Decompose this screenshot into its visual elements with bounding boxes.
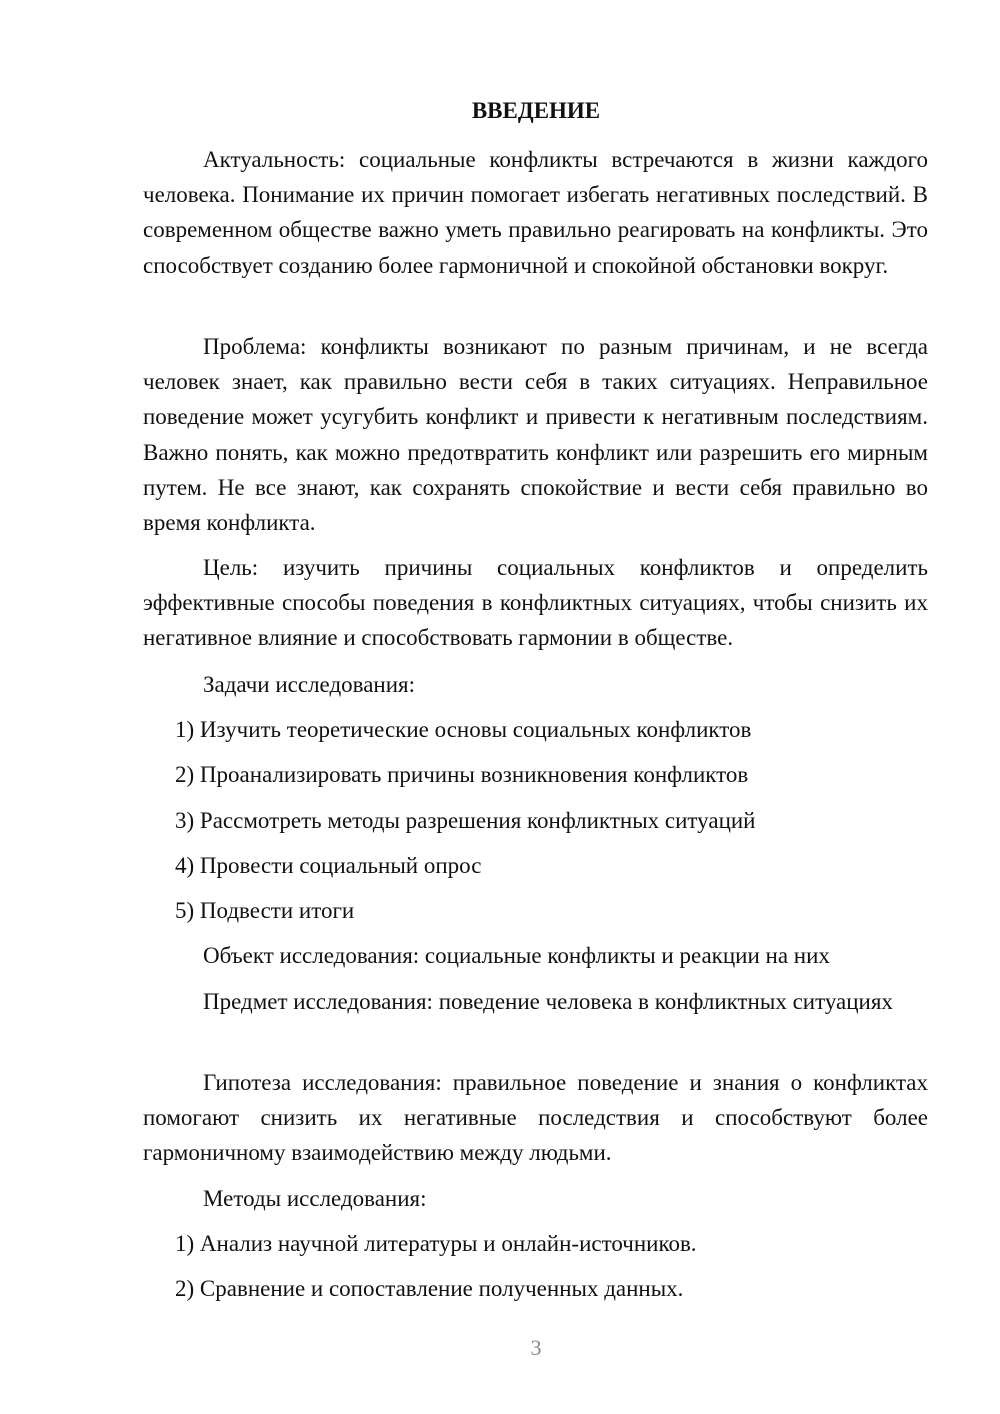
relevance-paragraph: Актуальность: социальные конфликты встречаются в жизни каждого человека. Понимание их причин помогает избегать негативных последствий. В современном обществе важно уметь правильно реагировать на конфликты. Это способствует созданию более гармоничной и спокойной обстановки вокруг. — [143, 147, 928, 278]
methods-heading: Методы исследования: — [203, 1186, 427, 1211]
task-item: 2) Проанализировать причины возникновения конфликтов — [175, 762, 749, 787]
page-number: 3 — [530, 1335, 542, 1360]
tasks-heading: Задачи исследования: — [203, 672, 416, 697]
method-item: 1) Анализ научной литературы и онлайн-источников. — [175, 1231, 697, 1256]
method-item: 2) Сравнение и сопоставление полученных данных. — [175, 1276, 684, 1301]
hypothesis-paragraph: Гипотеза исследования: правильное поведение и знания о конфликтах помогают снизить их негативные последствия и способствуют более гармоничному взаимодействию между людьми. — [143, 1070, 928, 1166]
page-title: ВВЕДЕНИЕ — [471, 98, 601, 123]
task-item: 5) Подвести итоги — [175, 898, 355, 923]
problem-paragraph: Проблема: конфликты возникают по разным причинам, и не всегда человек знает, как правильно вести себя в таких ситуациях. Неправильное поведение может усугубить конфликт и привести к негативным последствиям. Важно понять, как можно предотвратить конфликт или разрешить его мирным путем. Не все знают, как сохранять спокойствие и вести себя правильно во время конфликта. — [143, 334, 928, 536]
goal-paragraph: Цель: изучить причины социальных конфликтов и определить эффективные способы поведения в конфликтных ситуациях, чтобы снизить их негативное влияние и способствовать гармонии в обществе. — [143, 555, 928, 651]
subject-paragraph: Предмет исследования: поведение человека в конфликтных ситуациях — [203, 989, 893, 1014]
task-item: 1) Изучить теоретические основы социальных конфликтов — [175, 717, 752, 742]
object-line: Объект исследования: социальные конфликты и реакции на них — [203, 943, 830, 968]
task-item: 4) Провести социальный опрос — [175, 853, 482, 878]
task-item: 3) Рассмотреть методы разрешения конфликтных ситуаций — [175, 808, 756, 833]
